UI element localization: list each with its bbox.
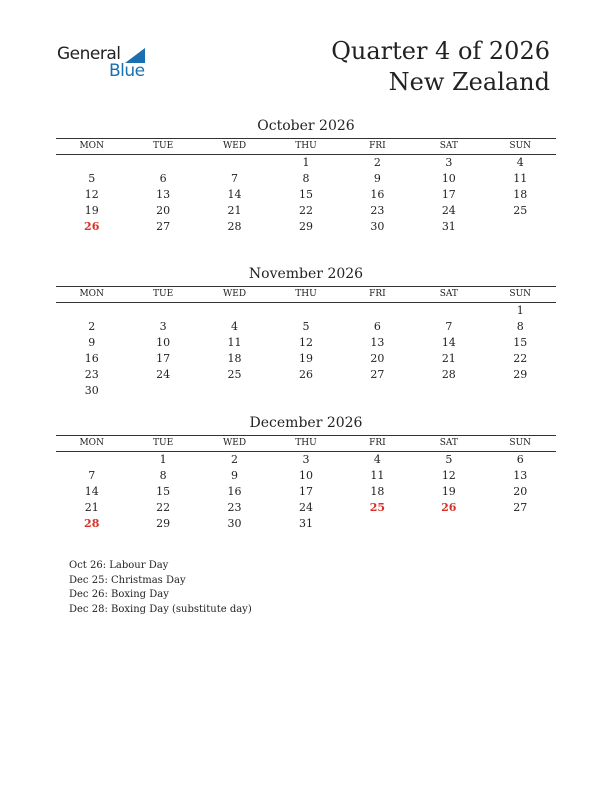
weekday-label: MON <box>79 438 104 448</box>
day-cell: 18 <box>227 352 242 365</box>
weekday-header <box>56 435 556 452</box>
day-cell: 7 <box>445 320 453 333</box>
day-cell: 6 <box>373 320 381 333</box>
day-cell: 22 <box>298 204 313 217</box>
week-row <box>56 203 556 219</box>
day-cell: 3 <box>302 453 310 466</box>
day-cell <box>413 303 484 319</box>
weekday-label: WED <box>223 438 247 448</box>
weekday-label: SUN <box>509 141 532 151</box>
day-cell: 3 <box>159 320 167 333</box>
day-cell: 14 <box>441 336 456 349</box>
week-row <box>56 187 556 203</box>
weekday-label: THU <box>295 289 317 299</box>
day-cell: 4 <box>516 156 524 169</box>
week-row <box>56 367 556 383</box>
day-cell: 19 <box>441 485 456 498</box>
logo-blue-text: Blue <box>109 61 145 81</box>
holiday-notes <box>69 559 252 617</box>
day-cell: 19 <box>298 352 313 365</box>
month-november <box>56 265 556 399</box>
logo-general-text: General <box>57 44 121 64</box>
week-row <box>56 171 556 187</box>
day-cell: 8 <box>516 320 524 333</box>
weekday-header <box>56 138 556 155</box>
weekday-label: SAT <box>439 289 458 299</box>
day-cell: 7 <box>231 172 239 185</box>
day-cell: 26 <box>298 368 313 381</box>
day-cell: 14 <box>227 188 242 201</box>
day-cell <box>413 516 484 532</box>
day-cell: 4 <box>231 320 239 333</box>
day-cell: 2 <box>231 453 239 466</box>
week-row <box>56 500 556 516</box>
weekday-label: THU <box>295 141 317 151</box>
day-cell: 20 <box>370 352 385 365</box>
weekday-label: TUE <box>153 289 174 299</box>
weekday-label: MON <box>79 141 104 151</box>
day-cell: 3 <box>445 156 453 169</box>
holiday-note: Oct 26: Labour Day <box>69 560 169 571</box>
week-row <box>56 351 556 367</box>
day-cell: 23 <box>370 204 385 217</box>
weekday-header <box>56 286 556 303</box>
day-cell: 17 <box>298 485 313 498</box>
day-cell: 4 <box>373 453 381 466</box>
day-cell: 22 <box>156 501 171 514</box>
day-cell: 29 <box>298 220 313 233</box>
day-cell: 10 <box>298 469 313 482</box>
day-cell: 31 <box>441 220 456 233</box>
day-cell: 28 <box>227 220 242 233</box>
day-cell: 7 <box>88 469 96 482</box>
day-cell: 11 <box>370 469 385 482</box>
day-cell: 21 <box>227 204 242 217</box>
weekday-label: FRI <box>369 438 386 448</box>
day-cell: 17 <box>441 188 456 201</box>
holiday-day-cell: 25 <box>369 501 386 514</box>
day-cell <box>342 383 413 399</box>
day-cell: 17 <box>156 352 171 365</box>
day-cell <box>270 303 341 319</box>
day-cell: 20 <box>156 204 171 217</box>
day-cell: 13 <box>513 469 528 482</box>
day-cell: 27 <box>370 368 385 381</box>
day-cell: 16 <box>370 188 385 201</box>
holiday-note: Dec 26: Boxing Day <box>69 589 169 600</box>
generalblue-logo <box>57 44 157 84</box>
day-cell: 5 <box>445 453 453 466</box>
holiday-day-cell: 26 <box>84 220 100 233</box>
day-cell: 29 <box>513 368 528 381</box>
day-cell <box>342 303 413 319</box>
day-cell: 12 <box>298 336 313 349</box>
week-row <box>56 516 556 532</box>
weekday-label: TUE <box>153 141 174 151</box>
day-cell: 15 <box>513 336 528 349</box>
weekday-label: SAT <box>439 438 458 448</box>
week-row <box>56 303 556 319</box>
day-cell: 11 <box>513 172 528 185</box>
weekday-label: MON <box>79 289 104 299</box>
weekday-label: SUN <box>509 438 532 448</box>
day-cell: 28 <box>441 368 456 381</box>
day-cell: 5 <box>302 320 310 333</box>
month-name: December 2026 <box>249 415 363 431</box>
day-cell: 13 <box>156 188 171 201</box>
day-cell: 9 <box>373 172 381 185</box>
day-cell: 20 <box>513 485 528 498</box>
day-cell: 1 <box>159 453 167 466</box>
title-quarter: Quarter 4 of 2026 <box>331 37 550 65</box>
day-cell: 8 <box>159 469 167 482</box>
day-cell: 1 <box>516 304 524 317</box>
day-cell <box>485 383 556 399</box>
page-title <box>331 36 550 98</box>
day-cell: 25 <box>227 368 242 381</box>
day-cell: 10 <box>441 172 456 185</box>
day-cell <box>56 452 127 468</box>
day-cell: 24 <box>298 501 313 514</box>
day-cell: 27 <box>513 501 528 514</box>
month-name: November 2026 <box>248 266 364 282</box>
month-december <box>56 414 556 532</box>
day-cell: 18 <box>513 188 528 201</box>
weekday-label: SAT <box>439 141 458 151</box>
holiday-note: Dec 28: Boxing Day (substitute day) <box>69 603 252 615</box>
day-cell: 14 <box>84 485 99 498</box>
day-cell: 16 <box>227 485 242 498</box>
day-cell: 29 <box>156 517 171 530</box>
week-row <box>56 484 556 500</box>
weekday-label: FRI <box>369 141 386 151</box>
day-cell: 30 <box>370 220 385 233</box>
day-cell: 5 <box>88 172 96 185</box>
day-cell: 6 <box>516 453 524 466</box>
day-cell: 6 <box>159 172 167 185</box>
week-row <box>56 468 556 484</box>
day-cell <box>342 516 413 532</box>
week-row <box>56 319 556 335</box>
day-cell: 10 <box>156 336 171 349</box>
day-cell: 25 <box>513 204 528 217</box>
day-cell: 18 <box>370 485 385 498</box>
week-row <box>56 219 556 235</box>
day-cell <box>127 303 198 319</box>
day-cell: 22 <box>513 352 528 365</box>
week-row <box>56 155 556 171</box>
day-cell: 2 <box>373 156 381 169</box>
holiday-note: Dec 25: Christmas Day <box>69 574 186 586</box>
holiday-day-cell: 26 <box>441 501 457 514</box>
day-cell: 1 <box>302 156 310 169</box>
title-country: New Zealand <box>388 68 550 96</box>
day-cell: 24 <box>156 368 171 381</box>
day-cell <box>127 155 198 171</box>
day-cell: 24 <box>441 204 456 217</box>
weekday-label: FRI <box>369 289 386 299</box>
day-cell <box>199 383 270 399</box>
day-cell: 12 <box>441 469 456 482</box>
holiday-day-cell: 28 <box>84 517 100 530</box>
day-cell <box>127 383 198 399</box>
day-cell: 15 <box>298 188 313 201</box>
day-cell: 12 <box>84 188 99 201</box>
day-cell: 30 <box>227 517 242 530</box>
day-cell: 23 <box>84 368 99 381</box>
day-cell: 15 <box>156 485 171 498</box>
day-cell <box>199 155 270 171</box>
month-october <box>56 117 556 235</box>
weekday-label: SUN <box>509 289 532 299</box>
weekday-label: WED <box>223 141 247 151</box>
day-cell <box>56 303 127 319</box>
weekday-label: WED <box>223 289 247 299</box>
day-cell: 9 <box>231 469 239 482</box>
weekday-label: TUE <box>153 438 174 448</box>
day-cell: 8 <box>302 172 310 185</box>
day-cell: 21 <box>84 501 99 514</box>
day-cell: 27 <box>156 220 171 233</box>
day-cell <box>199 303 270 319</box>
day-cell <box>270 383 341 399</box>
day-cell: 23 <box>227 501 242 514</box>
day-cell <box>413 383 484 399</box>
day-cell: 21 <box>441 352 456 365</box>
day-cell <box>56 155 127 171</box>
week-row <box>56 452 556 468</box>
day-cell: 31 <box>298 517 313 530</box>
day-cell: 2 <box>88 320 96 333</box>
day-cell: 19 <box>84 204 99 217</box>
week-row <box>56 335 556 351</box>
day-cell: 16 <box>84 352 99 365</box>
day-cell: 13 <box>370 336 385 349</box>
month-name: October 2026 <box>257 118 355 134</box>
day-cell <box>485 516 556 532</box>
day-cell <box>485 219 556 235</box>
week-row <box>56 383 556 399</box>
day-cell: 11 <box>227 336 242 349</box>
day-cell: 9 <box>88 336 96 349</box>
weekday-label: THU <box>295 438 317 448</box>
day-cell: 30 <box>84 384 99 397</box>
